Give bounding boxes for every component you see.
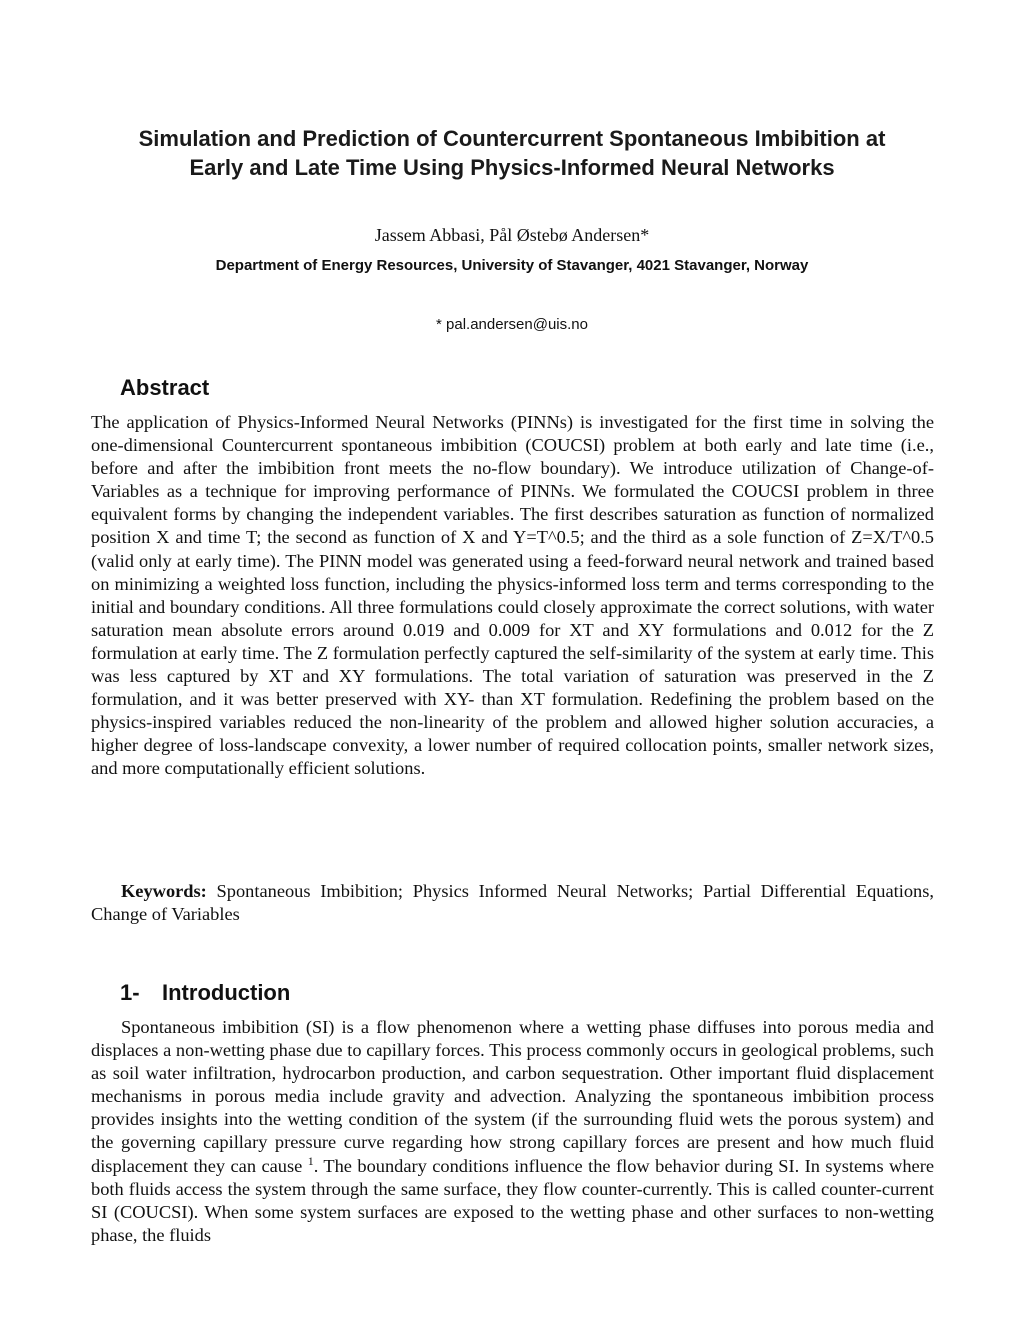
keywords-text: Spontaneous Imbibition; Physics Informed Neural Networks; Partial Differential Equations, Change of Variables [91, 881, 934, 925]
paper-title [60, 124, 964, 182]
section-title: Introduction [162, 980, 291, 1005]
keywords [91, 880, 934, 926]
section-number: 1- [120, 980, 140, 1005]
abstract-text: The application of Physics-Informed Neural Networks (PINNs) is investigated for the first time in solving the one-dimensional Countercurrent spontaneous imbibition (COUCSI) problem at both early and late time (i.e., before and after the imbibition front meets the no-flow boundary). We introduce utilization of Change-of-Variables as a technique for improving performance of PINNs. We formulated the COUCSI problem in three equivalent forms by changing the independent variables. The first describes saturation as function of normalized position X and time T; the second as function of X and Y=T^0.5; and the third as a sole function of Z=X/T^0.5 (valid only at early time). The PINN model was generated using a feed-forward neural network and trained based on minimizing a weighted loss function, including the physics-informed loss term and terms corresponding to the initial and boundary conditions. All three formulations could closely approximate the correct solutions, with water saturation mean absolute errors around 0.019 and 0.009 for XT and XY formulations and 0.012 for the Z formulation at early time. The Z formulation perfectly captured the self-similarity of the system at early time. This was less captured by XT and XY formulations. The total variation of saturation was preserved in the Z formulation, and it was better preserved with XY- than XT formulation. Redefining the problem based on the physics-inspired variables reduced the non-linearity of the problem and allowed higher solution accuracies, a higher degree of loss-landscape convexity, a lower number of required collocation points, smaller network sizes, and more computationally efficient solutions. [91, 412, 934, 779]
introduction-heading [120, 980, 290, 1006]
author-affiliation: Department of Energy Resources, University of Stavanger, 4021 Stavanger, Norway [215, 257, 809, 274]
paper-title-line-2: Early and Late Time Using Physics-Informed Neural Networks [189, 155, 835, 180]
introduction-paragraph [91, 1016, 934, 1247]
introduction-text-part-2: . The boundary conditions influence the flow behavior during SI. In systems where both fluids access the system through the same surface, they flow counter-currently. This is called counter-current SI (COUCSI). When some system surfaces are exposed to the wetting phase and other surfaces to non-wetting phase, the fluids [91, 1155, 934, 1245]
keywords-label: Keywords: [121, 881, 207, 901]
abstract-heading: Abstract [120, 375, 210, 400]
author-list: Jassem Abbasi, Pål Østebø Andersen* [374, 225, 650, 245]
introduction-text-part-1: Spontaneous imbibition (SI) is a flow phenomenon where a wetting phase diffuses into porous media and displaces a non-wetting phase due to capillary forces. This process commonly occurs in geological problems, such as soil water infiltration, hydrocarbon production, and carbon sequestration. Other important fluid displacement mechanisms in porous media include gravity and advection. Analyzing the spontaneous imbibition process provides insights into the wetting condition of the system (if the surrounding fluid wets the porous system) and the governing capillary pressure curve regarding how strong capillary forces are present and how much fluid displacement they can cause [91, 1017, 934, 1176]
citation-reference[interactable]: 1 [307, 1153, 314, 1168]
paper-title-line-1: Simulation and Prediction of Countercurrent Spontaneous Imbibition at [138, 126, 886, 151]
corresponding-email: * pal.andersen@uis.no [436, 316, 588, 333]
